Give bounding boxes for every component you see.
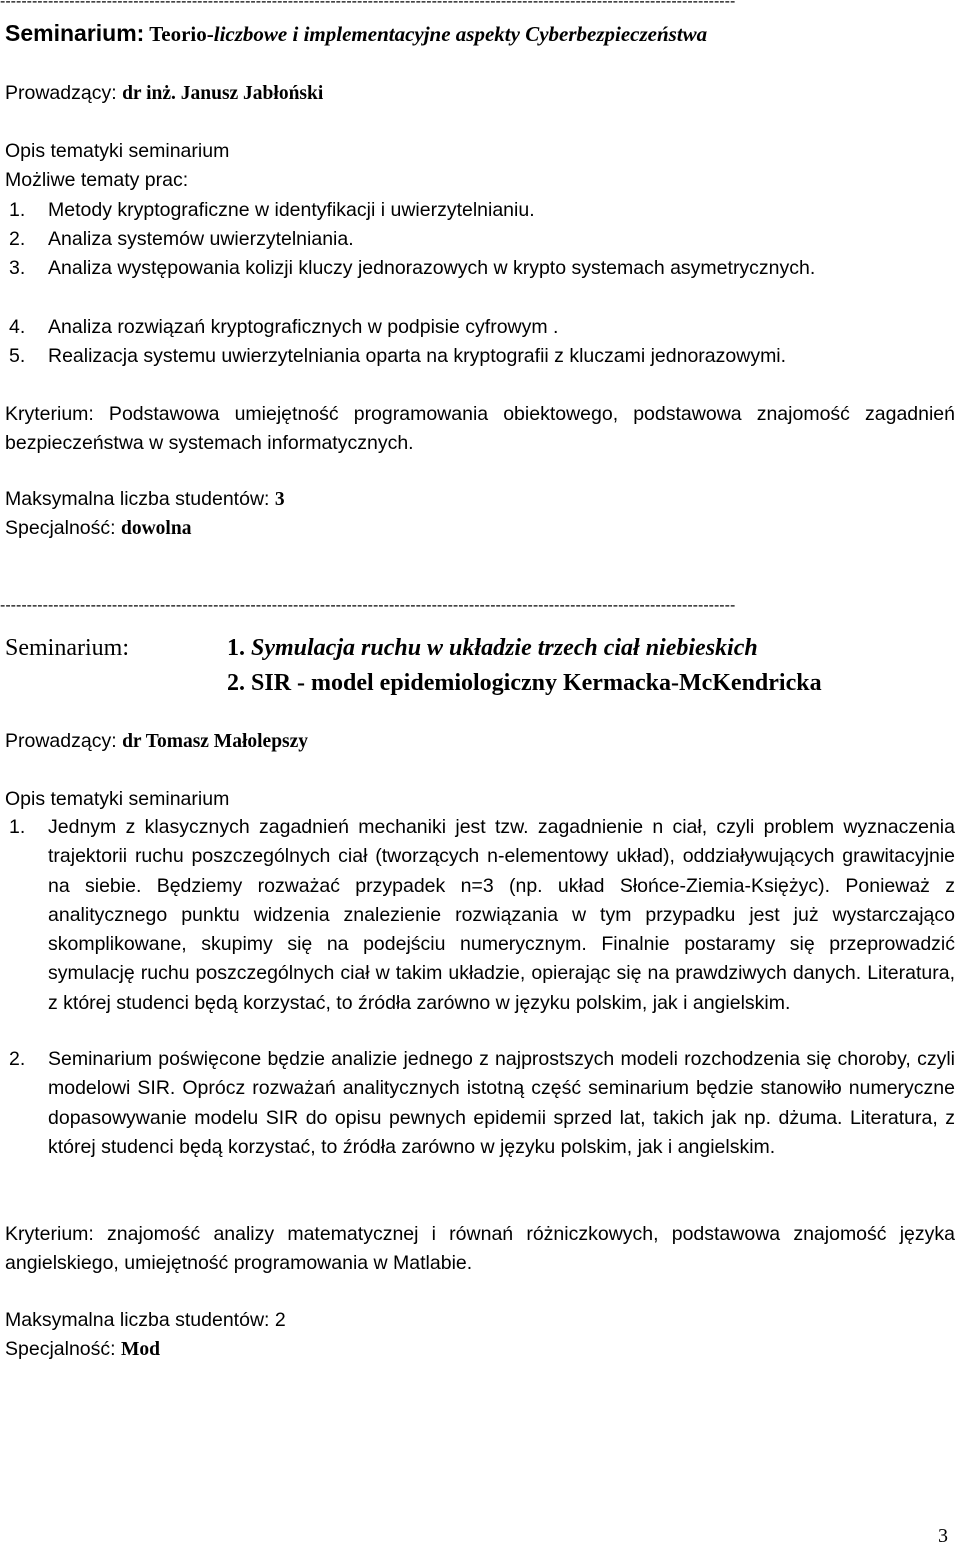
seminar2-title-1 [227, 636, 758, 660]
seminar2-desc-heading: Opis tematyki seminarium [5, 788, 230, 810]
page-number: 3 [938, 1525, 948, 1547]
topic-5-num: 5. [9, 345, 26, 367]
item-1-num: 1. [9, 816, 26, 838]
seminar1-title [5, 22, 707, 46]
seminar1-specialty [5, 519, 191, 539]
seminar2-criterion: Kryterium: znajomość analizy matematycznej i równań różniczkowych, podstawowa znajomość języka angielskiego, umiejętność programowania w Matlabie. [5, 1223, 955, 1275]
item-2-num: 2. [9, 1048, 26, 1070]
separator-line: ------------------------------------------------------------------------------------------------------------------------------------------ [0, 598, 736, 614]
spec-label: Specjalność: [5, 517, 116, 539]
topic-1-num: 1. [9, 199, 26, 221]
seminar2-lead [5, 732, 308, 752]
topic-4-num: 4. [9, 316, 26, 338]
topic-3-num: 3. [9, 257, 26, 279]
max-value: 2 [274, 1309, 286, 1331]
seminar2-max-students [5, 1311, 286, 1331]
seminar2-title-2 [227, 671, 822, 695]
seminar1-max-students [5, 490, 285, 510]
seminar1-title-part2: liczbowe i implementacyjne aspekty Cyberbezpieczeństwa [213, 22, 708, 46]
title2-num: 2. [227, 670, 245, 696]
spec-value: dowolna [121, 518, 192, 539]
topic-1: Metody kryptograficzne w identyfikacji i uwierzytelnianiu. [48, 199, 535, 221]
spec-label: Specjalność: [5, 1338, 116, 1360]
seminar2-specialty [5, 1340, 160, 1360]
lead-label: Prowadzący: [5, 82, 117, 104]
seminar1-title-part1: Teorio- [149, 22, 214, 46]
lead-name: dr inż. Janusz Jabłoński [122, 83, 324, 104]
max-label: Maksymalna liczba studentów: [5, 1309, 270, 1331]
topic-2-num: 2. [9, 228, 26, 250]
title2-text: SIR - model epidemiologiczny Kermacka-McKendricka [251, 670, 822, 696]
spec-value: Mod [121, 1339, 160, 1360]
topic-4: Analiza rozwiązań kryptograficznych w podpisie cyfrowym . [48, 316, 559, 338]
item-2-text: Seminarium poświęcone będzie analizie jednego z najprostszych modeli rozchodzenia się choroby, czyli modelowi SIR. Oprócz rozważań analitycznych istotną część seminarium będzie stanowiło numeryczne dopasowywanie modelu SIR do opisu pewnych epidemii sprzed lat, takich jak np. dżuma. Literatura, z której studenci będą korzystać, to źródła zarówno w języku polskim, jak i angielskim. [48, 1048, 955, 1158]
max-value: 3 [274, 489, 285, 510]
topic-2: Analiza systemów uwierzytelniania. [48, 228, 354, 250]
seminar1-desc-heading: Opis tematyki seminarium [5, 140, 230, 162]
max-label: Maksymalna liczba studentów: [5, 488, 270, 510]
title1-num: 1. [227, 635, 245, 661]
lead-name: dr Tomasz Małolepszy [122, 731, 309, 752]
seminar1-label: Seminarium: [5, 20, 145, 46]
seminar1-topics-heading: Możliwe tematy prac: [5, 169, 189, 191]
seminar1-criterion: Kryterium: Podstawowa umiejętność programowania obiektowego, podstawowa znajomość zagadnień bezpieczeństwa w systemach informatycznych. [5, 403, 955, 455]
lead-label: Prowadzący: [5, 730, 117, 752]
topic-5: Realizacja systemu uwierzytelniania oparta na kryptografii z kluczami jednorazowymi. [48, 345, 787, 367]
topic-3: Analiza występowania kolizji kluczy jednorazowych w krypto systemach asymetrycznych. [48, 257, 816, 279]
separator-line: ------------------------------------------------------------------------------------------------------------------------------------------ [0, 0, 736, 10]
item-1-text: Jednym z klasycznych zagadnień mechaniki jest tzw. zagadnienie n ciał, czyli problem wyznaczenia trajektorii ruchu poszczególnych ciał (tworzących n-elementowy układ), oddziaływujących grawitacyjnie na siebie. Będziemy rozważać przypadek n=3 (np. układ Słońce-Ziemia-Księżyc). Ponieważ z analitycznego punktu widzenia znalezienie rozwiązania w tym przypadku jest już wystarczająco skomplikowane, skupimy się na podejściu numerycznym. Finalnie postaramy się przeprowadzić symulację ruchu poszczególnych ciał w takim układzie, opierając się na prawdziwych danych. Literatura, z której studenci będą korzystać, to źródła zarówno w języku polskim, jak i angielskim. [48, 816, 955, 1014]
title1-text: Symulacja ruchu w układzie trzech ciał niebieskich [251, 635, 758, 661]
seminar1-lead [5, 84, 323, 104]
seminar2-label: Seminarium: [5, 635, 129, 661]
